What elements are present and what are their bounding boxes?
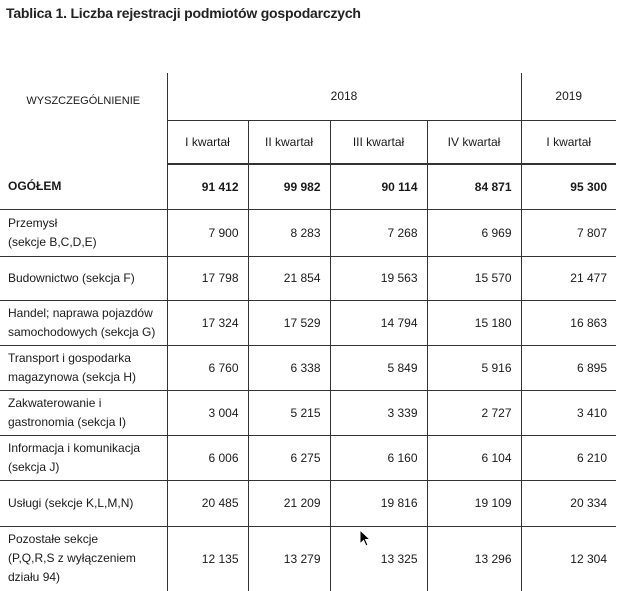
table-row <box>0 300 616 345</box>
header-label: WYSZCZEGÓLNIENIE <box>0 73 167 164</box>
row-value: 6 210 <box>521 435 616 480</box>
row-value: 21 854 <box>248 256 330 300</box>
row-value: 6 104 <box>427 435 521 480</box>
row-label: Pozostałe sekcje (P,Q,R,S z wyłączeniem działu 94) <box>0 526 167 591</box>
row-value: 21 477 <box>521 256 616 300</box>
row-value: 6 006 <box>167 435 248 480</box>
header-quarter: II kwartał <box>248 120 330 164</box>
row-value: 15 180 <box>427 300 521 345</box>
mouse-pointer-icon <box>359 529 371 547</box>
row-value: 3 410 <box>521 390 616 435</box>
table-row <box>0 480 616 526</box>
row-label: Handel; naprawa pojazdów samochodowych (sekcja G) <box>0 300 167 345</box>
row-value: 6 160 <box>330 435 427 480</box>
table-row <box>0 390 616 435</box>
row-value: 12 304 <box>570 551 607 566</box>
table-row <box>0 256 616 300</box>
row-value: 84 871 <box>427 164 521 209</box>
row-value: 95 300 <box>521 164 616 209</box>
row-label: Usługi (sekcje K,L,M,N) <box>0 480 167 526</box>
row-value: 3 339 <box>330 390 427 435</box>
row-value: 16 863 <box>521 300 616 345</box>
row-value: 17 324 <box>167 300 248 345</box>
row-value: 13 325 <box>330 526 427 591</box>
row-value: 5 916 <box>427 345 521 390</box>
row-value: 12 135 <box>167 526 248 591</box>
row-value: 15 570 <box>427 256 521 300</box>
row-value: 6 338 <box>248 345 330 390</box>
row-value: 6 275 <box>248 435 330 480</box>
header-year-2018: 2018 <box>167 73 521 120</box>
row-value: 19 563 <box>330 256 427 300</box>
table-row <box>0 435 616 480</box>
row-label: Przemysł (sekcje B,C,D,E) <box>0 209 167 256</box>
row-value: 20 334 <box>521 480 616 526</box>
row-value: 17 529 <box>248 300 330 345</box>
row-value: 5 215 <box>248 390 330 435</box>
row-value: 8 283 <box>248 209 330 256</box>
registrations-table <box>0 73 616 591</box>
header-quarter: III kwartał <box>330 120 427 164</box>
row-value: 19 816 <box>330 480 427 526</box>
table-row <box>0 209 616 256</box>
row-value: 6 760 <box>167 345 248 390</box>
row-label: OGÓŁEM <box>0 164 167 209</box>
row-value: 17 798 <box>167 256 248 300</box>
row-value: 91 412 <box>167 164 248 209</box>
table-row <box>0 345 616 390</box>
row-value: 2 727 <box>427 390 521 435</box>
header-quarter: I kwartał <box>167 120 248 164</box>
row-value: 20 485 <box>167 480 248 526</box>
row-value: 13 279 <box>248 526 330 591</box>
row-label: Zakwaterowanie i gastronomia (sekcja I) <box>0 390 167 435</box>
row-value: 90 114 <box>330 164 427 209</box>
row-label: Budownictwo (sekcja F) <box>0 256 167 300</box>
table-row <box>0 164 616 209</box>
row-value: 7 900 <box>167 209 248 256</box>
table-title: Tablica 1. Liczba rejestracji podmiotów gospodarczych <box>6 5 361 21</box>
row-value: 5 849 <box>330 345 427 390</box>
row-label: Transport i gospodarka magazynowa (sekcja H) <box>0 345 167 390</box>
table-row <box>0 526 616 591</box>
row-value: 3 004 <box>167 390 248 435</box>
row-value: 6 969 <box>427 209 521 256</box>
header-year-2019: 2019 <box>521 73 616 120</box>
row-value: 21 209 <box>248 480 330 526</box>
row-value: 7 807 <box>521 209 616 256</box>
row-value: 99 982 <box>248 164 330 209</box>
row-value: 13 296 <box>427 526 521 591</box>
header-quarter: I kwartał <box>521 120 616 164</box>
header-quarter: IV kwartał <box>427 120 521 164</box>
row-value: 19 109 <box>427 480 521 526</box>
row-value: 14 794 <box>330 300 427 345</box>
row-label: Informacja i komunikacja (sekcja J) <box>0 435 167 480</box>
row-value: 6 895 <box>521 345 616 390</box>
row-value: 7 268 <box>330 209 427 256</box>
